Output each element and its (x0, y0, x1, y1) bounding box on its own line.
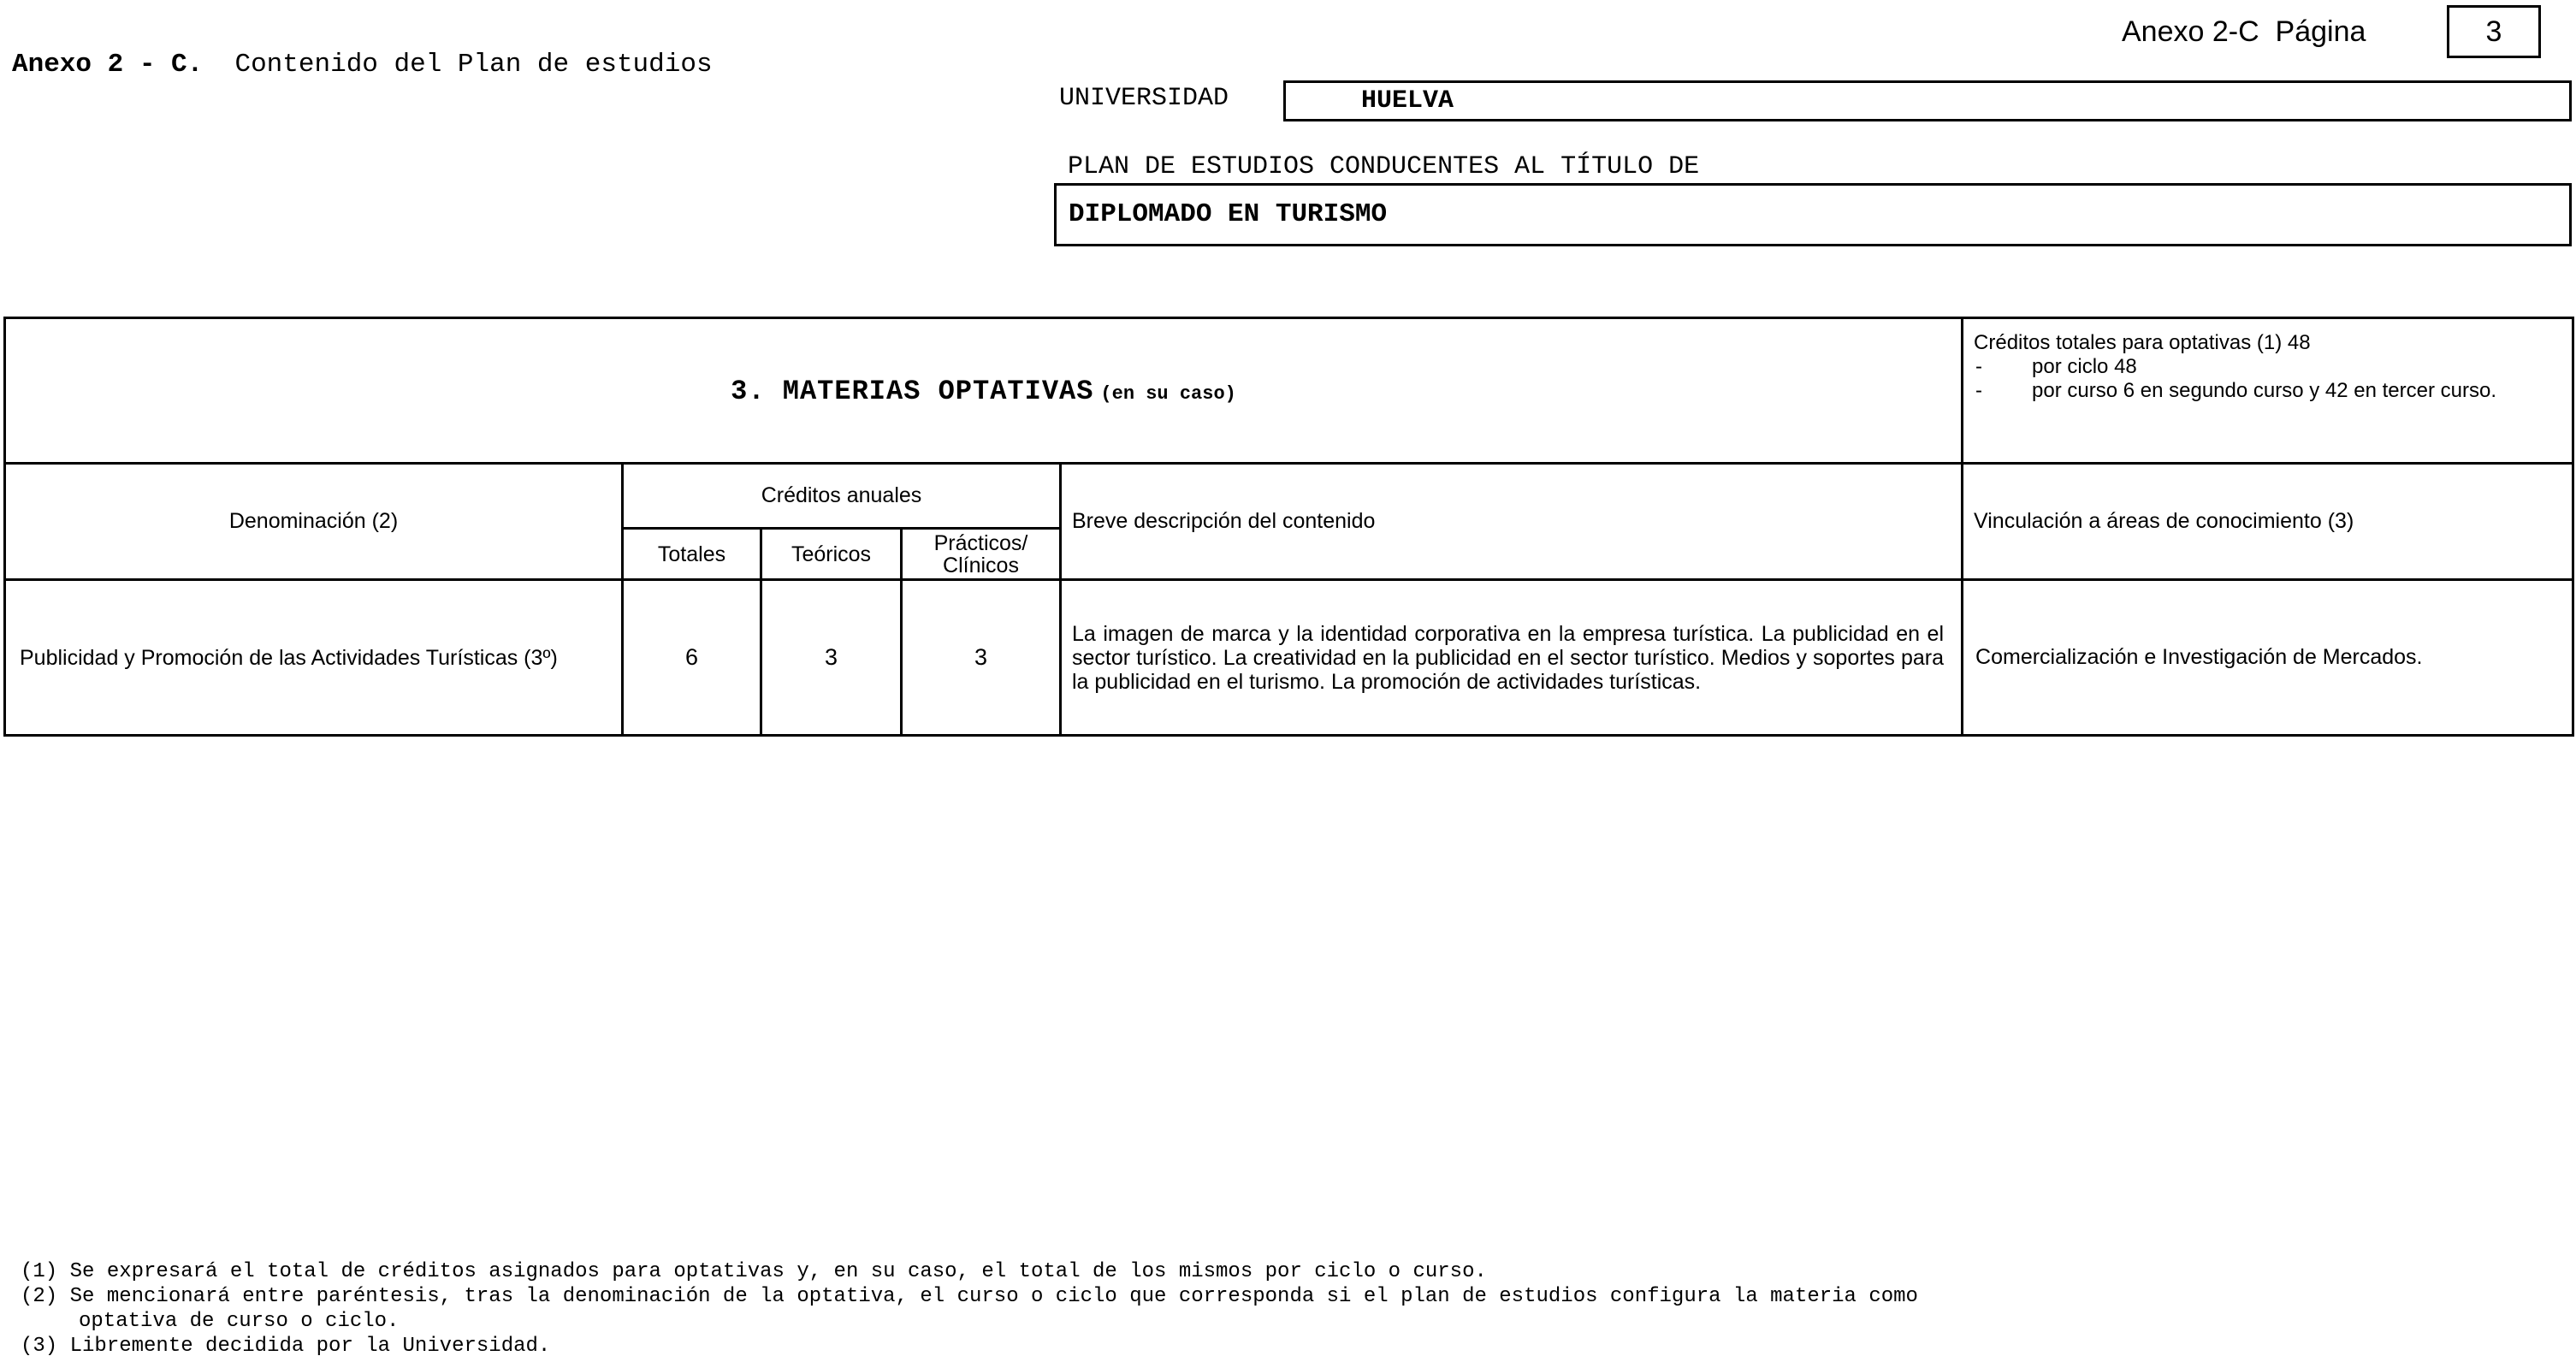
footnotes (21, 1259, 1918, 1359)
row-descripcion: La imagen de marca y la identidad corporativa en la empresa turística. La publicidad en el sector turístico. La creatividad en la publicidad en el sector turístico. Medios y soportes para la publicidad en el turismo. La promoción de actividades turísticas. (1061, 580, 1963, 736)
row-vinculacion: Comercialización e Investigación de Mercados. (1963, 580, 2573, 736)
page-number: 3 (2485, 15, 2502, 48)
row-totales: 6 (623, 580, 761, 736)
annex-label (12, 50, 713, 80)
credits-breakdown-list (1974, 355, 2560, 403)
degree-title-field: DIPLOMADO EN TURISMO (1054, 183, 2572, 246)
column-header-row (5, 464, 2573, 529)
credits-per-cycle: - por ciclo 48 (1974, 355, 2560, 379)
section-title: 3. MATERIAS OPTATIVAS (731, 376, 1094, 407)
university-field: HUELVA (1283, 80, 2572, 121)
annex-code: Anexo 2 - C. (12, 50, 204, 80)
header-creditos-anuales: Créditos anuales (623, 464, 1061, 529)
header-teoricos: Teóricos (761, 529, 902, 580)
footnote-2-continuation: optativa de curso o ciclo. (79, 1310, 400, 1333)
footnote-2: (2) Se mencionará entre paréntesis, tras la denominación de la optativa, el curso o ciclo que corresponda si el plan de estudios configura la materia como (21, 1285, 1918, 1308)
credits-per-course: - por curso 6 en segundo curso y 42 en tercer curso. (1974, 379, 2560, 403)
section-subtitle: (en su caso) (1100, 383, 1236, 405)
page-label: Anexo 2-C Página (2122, 15, 2366, 48)
table-row (5, 580, 2573, 736)
university-label: UNIVERSIDAD (1059, 84, 1229, 113)
page-number-box (2447, 5, 2541, 58)
optional-subjects-table (3, 317, 2574, 737)
row-practicos: 3 (902, 580, 1061, 736)
header-vinculacion: Vinculación a áreas de conocimiento (3) (1963, 464, 2573, 580)
credits-summary-cell (1963, 318, 2573, 464)
row-teoricos: 3 (761, 580, 902, 736)
row-denominacion: Publicidad y Promoción de las Actividades Turísticas (3º) (5, 580, 623, 736)
header-descripcion: Breve descripción del contenido (1061, 464, 1963, 580)
section-header-row (5, 318, 2573, 464)
section-title-cell (5, 318, 1963, 464)
annex-description: Contenido del Plan de estudios (234, 50, 713, 80)
plan-label: PLAN DE ESTUDIOS CONDUCENTES AL TÍTULO DE (1068, 152, 1700, 181)
footnote-3: (3) Libremente decidida por la Universidad. (21, 1335, 551, 1358)
header-totales: Totales (623, 529, 761, 580)
footnote-1: (1) Se expresará el total de créditos asignados para optativas y, en su caso, el total de los mismos por ciclo o curso. (21, 1260, 1487, 1283)
credits-total: Créditos totales para optativas (1) 48 (1974, 331, 2311, 354)
header-denominacion: Denominación (2) (5, 464, 623, 580)
header-practicos: Prácticos/ Clínicos (902, 529, 1061, 580)
